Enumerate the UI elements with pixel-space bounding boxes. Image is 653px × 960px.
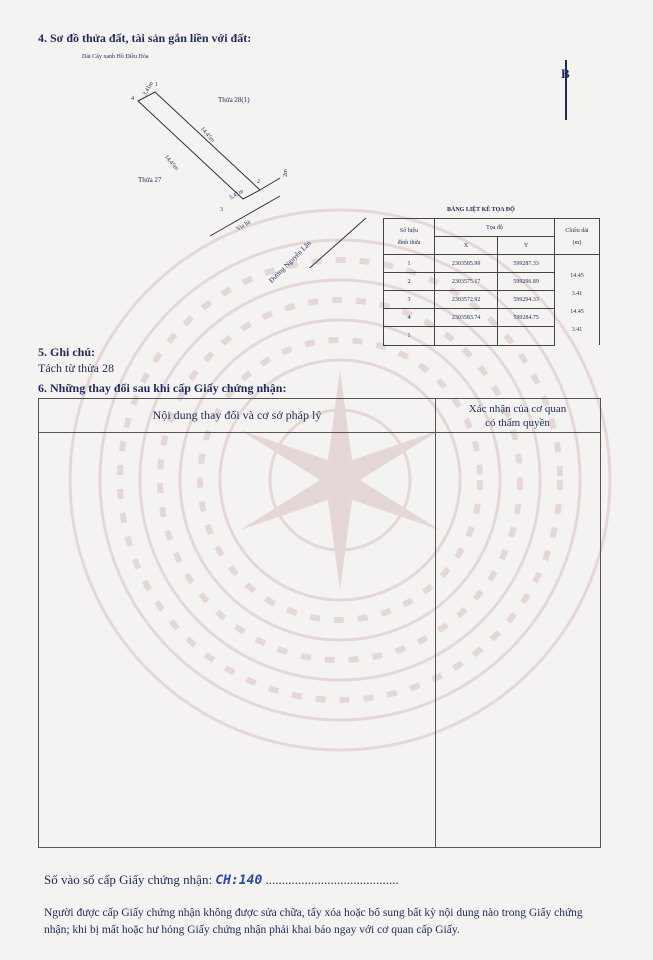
registry-dots: .........................................	[265, 872, 399, 887]
dim-small-label: 2m	[282, 169, 289, 177]
road-street-label: Đường Nguyễn Lân	[267, 239, 313, 285]
changes-col-content: Nội dung thay đổi và cơ sở pháp lý	[152, 408, 322, 422]
section6-title: 6. Những thay đổi sau khi cấp Giấy chứng nhận:	[38, 381, 287, 395]
changes-col-confirmation: Xác nhận của cơ quan có thẩm quyền	[468, 403, 567, 429]
point-1-label: 1	[155, 82, 158, 88]
road-line-1	[210, 196, 280, 236]
sketch-top-label: Dải Cây xanh Hồ Điều Hòa	[82, 54, 149, 60]
coord-header-x: X	[435, 237, 498, 255]
registry-number: CH:140	[215, 873, 263, 888]
dim-right-label: 14,45m	[198, 126, 216, 144]
coord-table	[383, 218, 600, 346]
dim-bottom-label: 3,41m	[228, 188, 245, 202]
registry-label: Số vào sổ cấp Giấy chứng nhận:	[44, 872, 213, 887]
section5-title: 5. Ghi chú:	[38, 345, 96, 359]
coord-header-point: Số hiệu đỉnh thửa	[384, 219, 435, 255]
table-row: 2 2303575.17 599296.89	[384, 273, 600, 291]
road-via-label: Via hè	[235, 219, 252, 233]
table-row: 4 2303583.74 599284.75	[384, 309, 600, 327]
table-row: 1	[384, 327, 600, 345]
coord-table-title: BẢNG LIỆT KÊ TỌA ĐỘ	[447, 207, 515, 213]
point-4-label: 4	[131, 96, 134, 102]
changes-table	[38, 398, 601, 848]
section4-title: 4. Sơ đồ thửa đất, tài sản gắn liền với đất:	[38, 31, 252, 45]
north-label: B	[561, 66, 570, 81]
parcel-left-label: Thửa 27	[138, 176, 162, 184]
length-column: 14.45 3.41 14.45 3.41	[555, 255, 600, 346]
coord-header-coord: Tọa độ	[435, 219, 555, 237]
table-row: 3 2303572.92 599294.33	[384, 291, 600, 309]
coord-header-y: Y	[498, 237, 555, 255]
registry-line	[44, 872, 399, 888]
notice-text: Người được cấp Giấy chứng nhận không được sửa chữa, tẩy xóa hoặc bổ sung bất kỳ nội dung nào trong Giấy chứng nhận; khi bị mất hoặc hư hỏng Giấy chứng nhận phải khai báo ngay với cơ quan cấp Giấy.	[44, 907, 583, 936]
parcel-right-label: Thửa 28(1)	[218, 96, 250, 104]
coord-header-length: Chiều dài (m)	[555, 219, 600, 255]
point-2-label: 2	[257, 179, 260, 185]
dim-left-label: 14,45m	[162, 154, 180, 172]
table-row: 1 2303585.99 599287.33 14.45 3.41 14.45 3.41	[384, 255, 600, 273]
section5-note: Tách từ thửa 28	[38, 361, 114, 375]
point-3-label: 3	[220, 207, 223, 213]
dim-top-label: 3,41m	[142, 80, 155, 98]
